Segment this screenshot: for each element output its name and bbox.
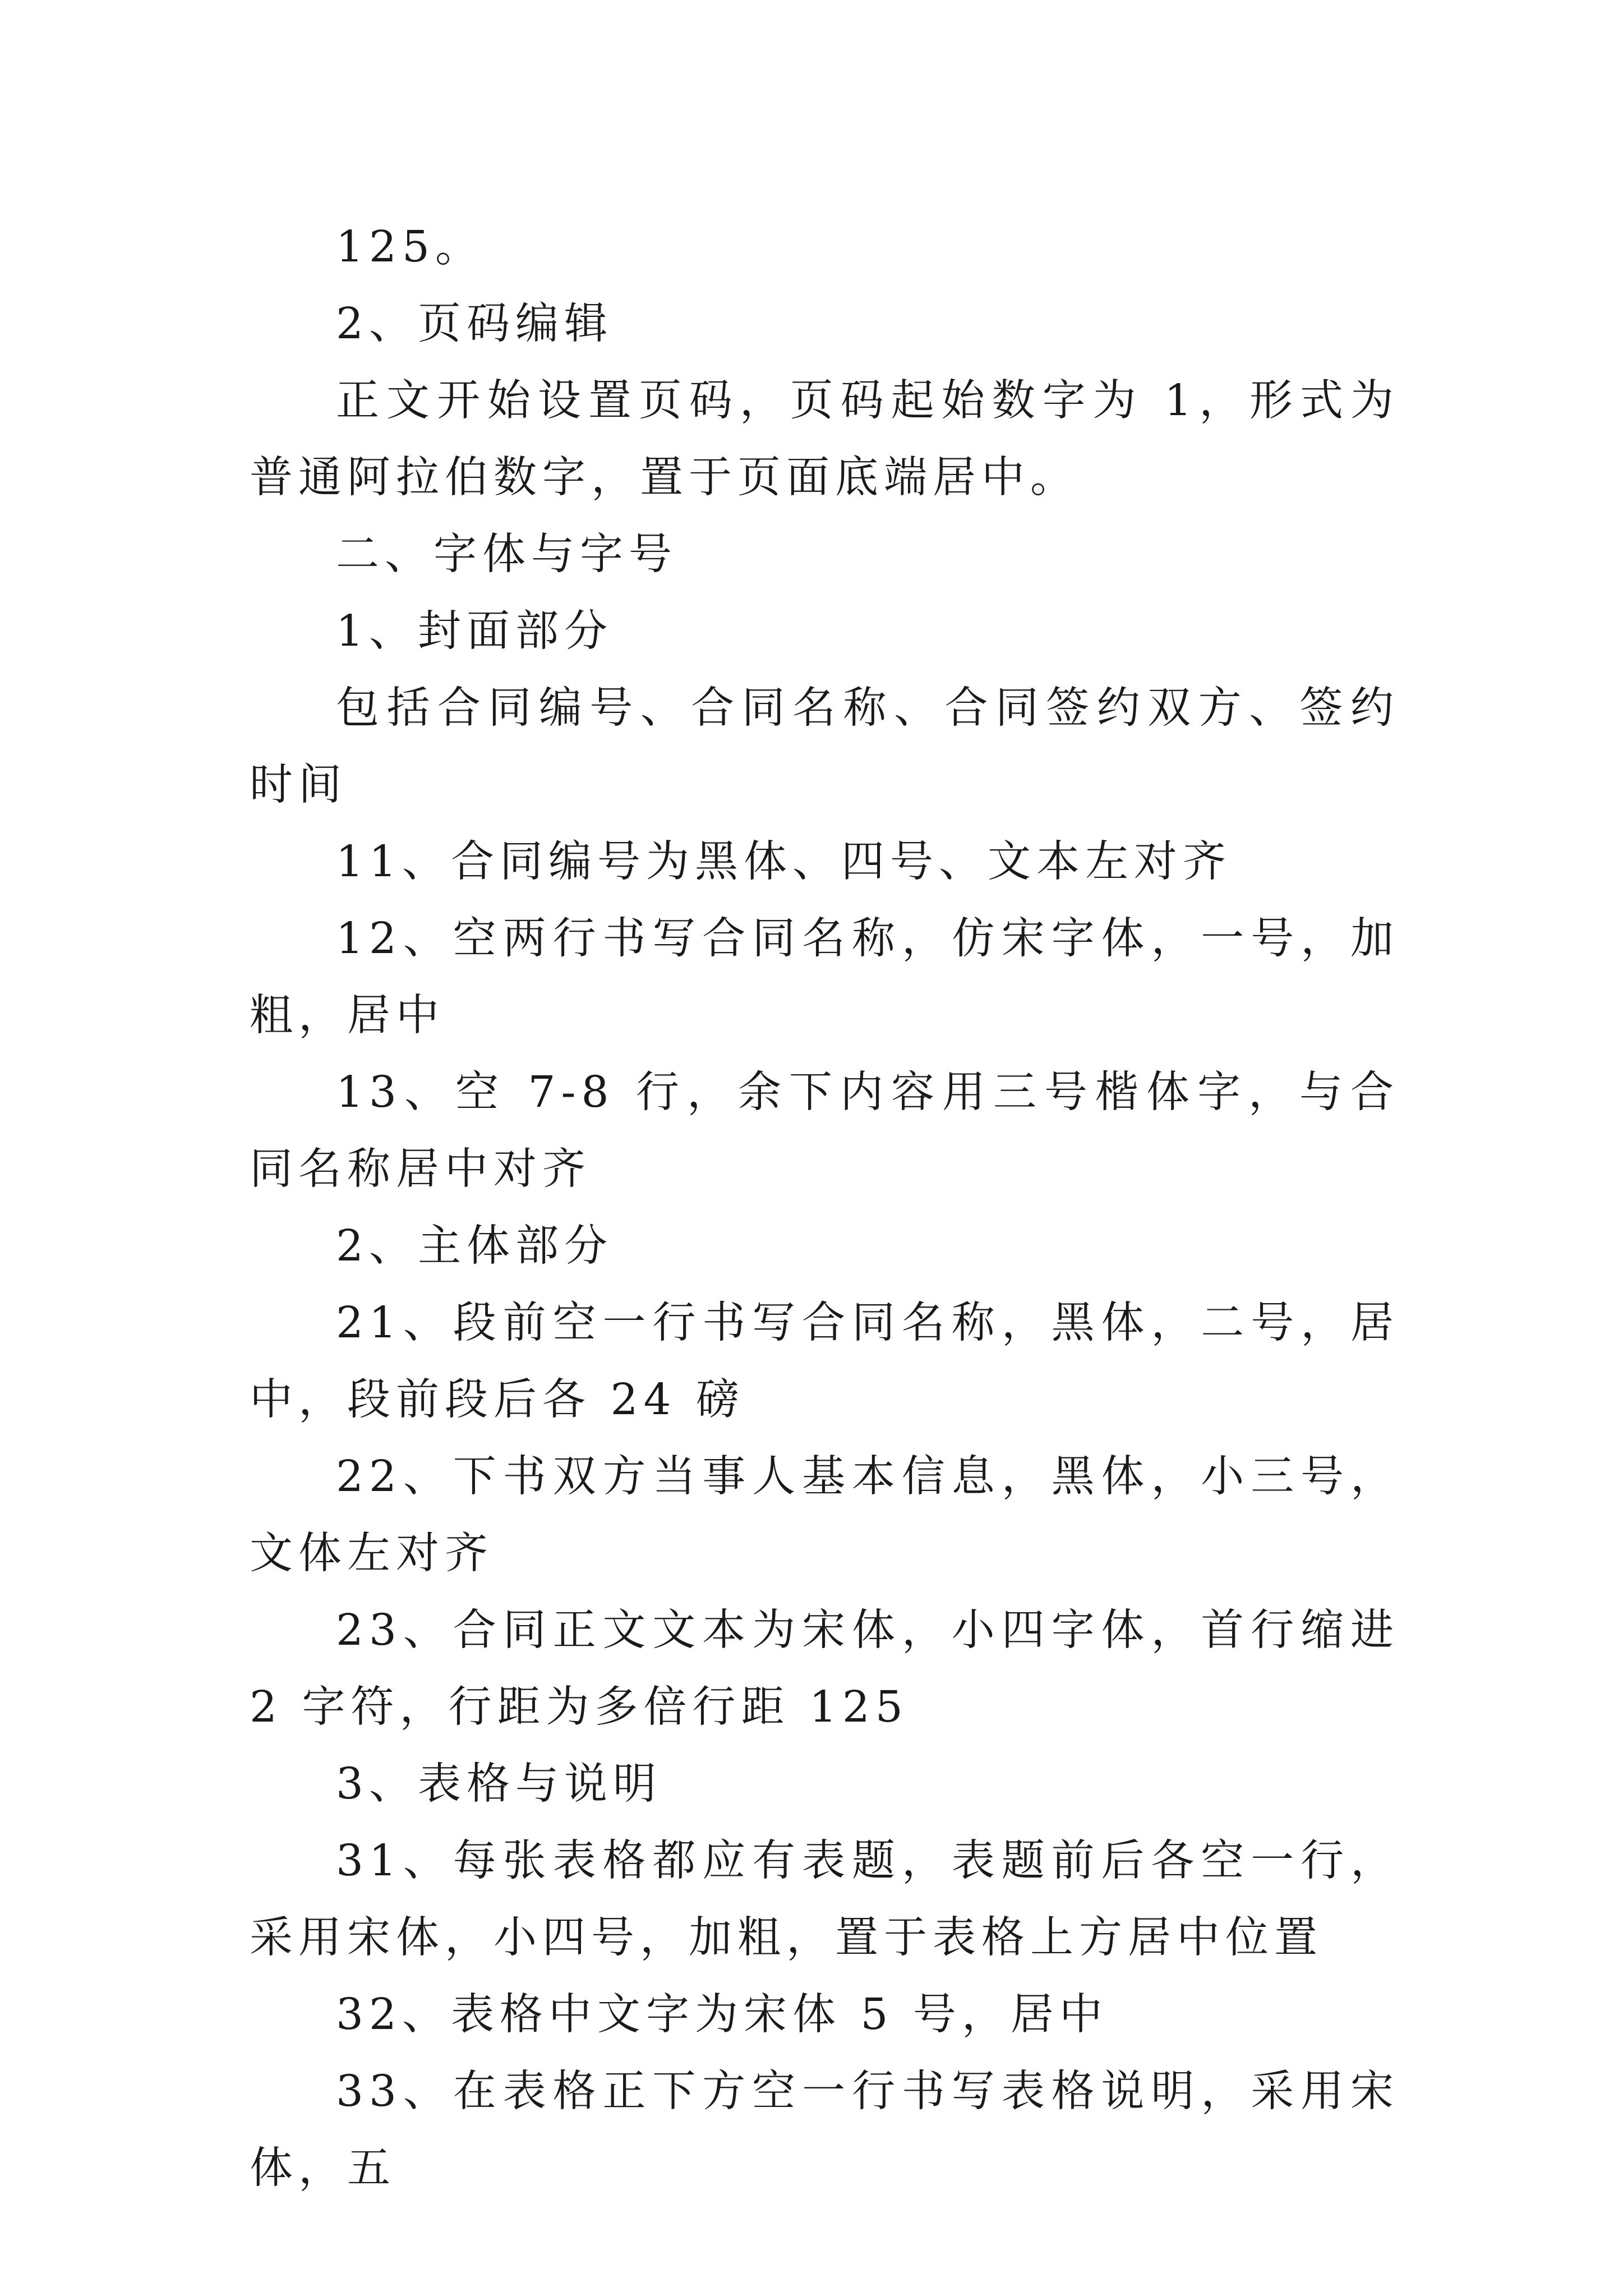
list-item: 33、在表格正下方空一行书写表格说明，采用宋体，五 — [250, 2067, 1399, 2193]
list-item: 12、空两行书写合同名称，仿宋字体，一号，加粗，居中 — [250, 914, 1399, 1041]
section-heading: 2、页码编辑 — [336, 299, 613, 349]
section-heading: 1、封面部分 — [336, 606, 613, 656]
list-item: 13、空 7-8 行，余下内容用三号楷体字，与合同名称居中对齐 — [250, 1068, 1399, 1194]
section-heading: 2、主体部分 — [336, 1221, 613, 1271]
list-item: 22、下书双方当事人基本信息，黑体，小三号，文体左对齐 — [250, 1452, 1399, 1579]
document-body — [250, 209, 1399, 2207]
list-item: 32、表格中文字为宋体 5 号，居中 — [336, 1990, 1108, 2040]
list-item: 11、合同编号为黑体、四号、文本左对齐 — [336, 837, 1232, 887]
paragraph: 125。 — [336, 222, 484, 272]
paragraph: 包括合同编号、合同名称、合同签约双方、签约时间 — [250, 683, 1399, 810]
list-item: 31、每张表格都应有表题，表题前后各空一行，采用宋体，小四号，加粗，置于表格上方居中位置 — [250, 1836, 1399, 1963]
paragraph: 正文开始设置页码，页码起始数字为 1，形式为普通阿拉伯数字，置于页面底端居中。 — [250, 376, 1399, 503]
list-item: 21、段前空一行书写合同名称，黑体，二号，居中，段前段后各 24 磅 — [250, 1298, 1399, 1425]
list-item: 23、合同正文文本为宋体，小四字体，首行缩进 2 字符，行距为多倍行距 125 — [250, 1605, 1399, 1732]
section-heading: 二、字体与字号 — [336, 530, 677, 579]
section-heading: 3、表格与说明 — [336, 1759, 662, 1809]
